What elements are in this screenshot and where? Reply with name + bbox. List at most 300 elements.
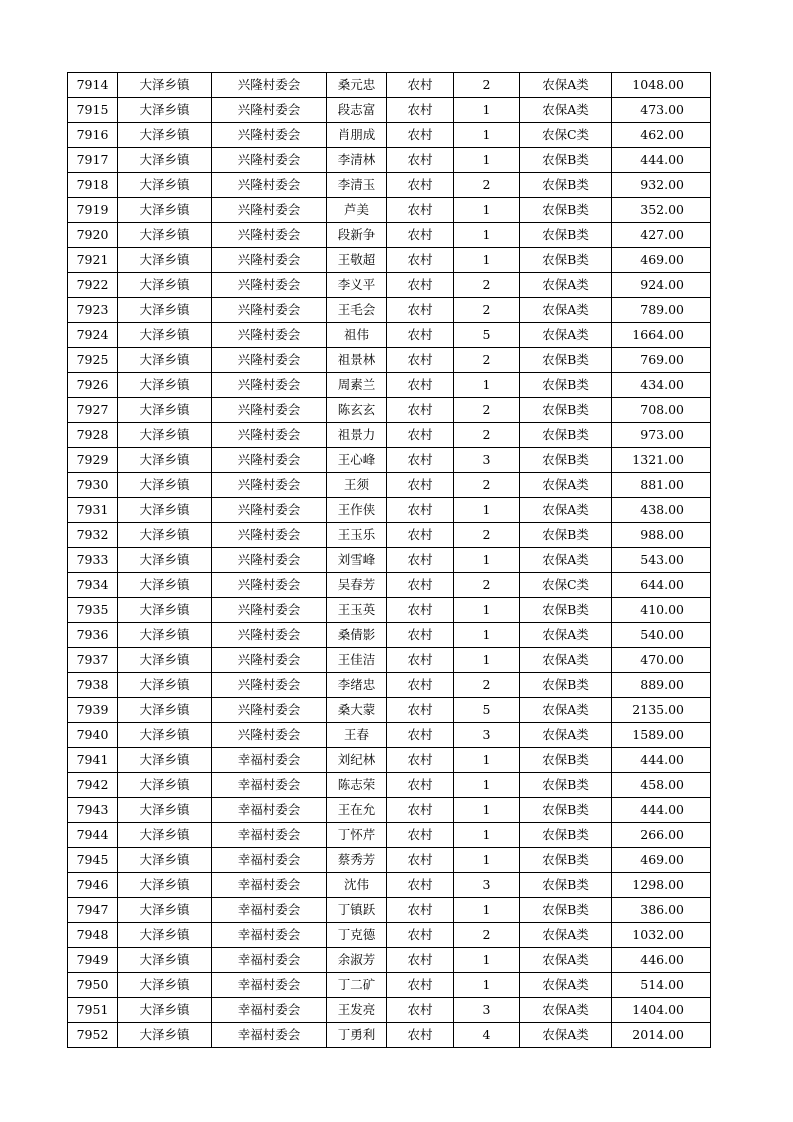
village-cell: 兴隆村委会 xyxy=(212,648,327,673)
name-cell: 王心峰 xyxy=(327,448,387,473)
amount-cell: 352.00 xyxy=(612,198,711,223)
township-cell: 大泽乡镇 xyxy=(118,823,212,848)
township-cell: 大泽乡镇 xyxy=(118,948,212,973)
serial-cell: 7925 xyxy=(68,348,118,373)
member-count-cell: 1 xyxy=(454,798,520,823)
member-count-cell: 1 xyxy=(454,373,520,398)
amount-cell: 514.00 xyxy=(612,973,711,998)
serial-cell: 7920 xyxy=(68,223,118,248)
table-row xyxy=(68,198,711,223)
serial-cell: 7948 xyxy=(68,923,118,948)
township-cell: 大泽乡镇 xyxy=(118,123,212,148)
serial-cell: 7932 xyxy=(68,523,118,548)
insurance-category-cell: 农保B类 xyxy=(520,223,612,248)
insurance-category-cell: 农保B类 xyxy=(520,373,612,398)
serial-cell: 7950 xyxy=(68,973,118,998)
household-type-cell: 农村 xyxy=(387,773,454,798)
amount-cell: 644.00 xyxy=(612,573,711,598)
household-type-cell: 农村 xyxy=(387,523,454,548)
member-count-cell: 1 xyxy=(454,198,520,223)
insurance-category-cell: 农保B类 xyxy=(520,148,612,173)
member-count-cell: 1 xyxy=(454,123,520,148)
member-count-cell: 1 xyxy=(454,548,520,573)
serial-cell: 7927 xyxy=(68,398,118,423)
township-cell: 大泽乡镇 xyxy=(118,648,212,673)
household-subsidy-table xyxy=(67,72,711,1048)
amount-cell: 386.00 xyxy=(612,898,711,923)
amount-cell: 462.00 xyxy=(612,123,711,148)
serial-cell: 7917 xyxy=(68,148,118,173)
household-type-cell: 农村 xyxy=(387,898,454,923)
village-cell: 兴隆村委会 xyxy=(212,123,327,148)
table-row xyxy=(68,1023,711,1048)
member-count-cell: 1 xyxy=(454,623,520,648)
serial-cell: 7919 xyxy=(68,198,118,223)
member-count-cell: 1 xyxy=(454,823,520,848)
table-row xyxy=(68,748,711,773)
township-cell: 大泽乡镇 xyxy=(118,73,212,98)
table-row xyxy=(68,123,711,148)
township-cell: 大泽乡镇 xyxy=(118,223,212,248)
amount-cell: 932.00 xyxy=(612,173,711,198)
insurance-category-cell: 农保A类 xyxy=(520,323,612,348)
amount-cell: 543.00 xyxy=(612,548,711,573)
amount-cell: 540.00 xyxy=(612,623,711,648)
member-count-cell: 3 xyxy=(454,998,520,1023)
township-cell: 大泽乡镇 xyxy=(118,423,212,448)
household-type-cell: 农村 xyxy=(387,573,454,598)
insurance-category-cell: 农保B类 xyxy=(520,848,612,873)
household-type-cell: 农村 xyxy=(387,848,454,873)
serial-cell: 7937 xyxy=(68,648,118,673)
insurance-category-cell: 农保B类 xyxy=(520,173,612,198)
amount-cell: 458.00 xyxy=(612,773,711,798)
village-cell: 兴隆村委会 xyxy=(212,273,327,298)
name-cell: 陈玄玄 xyxy=(327,398,387,423)
amount-cell: 469.00 xyxy=(612,848,711,873)
member-count-cell: 2 xyxy=(454,573,520,598)
township-cell: 大泽乡镇 xyxy=(118,373,212,398)
village-cell: 兴隆村委会 xyxy=(212,148,327,173)
village-cell: 兴隆村委会 xyxy=(212,323,327,348)
amount-cell: 889.00 xyxy=(612,673,711,698)
table-row xyxy=(68,348,711,373)
member-count-cell: 1 xyxy=(454,848,520,873)
township-cell: 大泽乡镇 xyxy=(118,773,212,798)
member-count-cell: 2 xyxy=(454,173,520,198)
insurance-category-cell: 农保B类 xyxy=(520,523,612,548)
amount-cell: 973.00 xyxy=(612,423,711,448)
member-count-cell: 1 xyxy=(454,98,520,123)
serial-cell: 7947 xyxy=(68,898,118,923)
table-body xyxy=(68,73,711,1048)
village-cell: 兴隆村委会 xyxy=(212,473,327,498)
table-row xyxy=(68,223,711,248)
household-type-cell: 农村 xyxy=(387,723,454,748)
name-cell: 王佳洁 xyxy=(327,648,387,673)
serial-cell: 7916 xyxy=(68,123,118,148)
household-type-cell: 农村 xyxy=(387,198,454,223)
name-cell: 王毛会 xyxy=(327,298,387,323)
name-cell: 王发亮 xyxy=(327,998,387,1023)
township-cell: 大泽乡镇 xyxy=(118,998,212,1023)
amount-cell: 1032.00 xyxy=(612,923,711,948)
household-type-cell: 农村 xyxy=(387,98,454,123)
table-row xyxy=(68,873,711,898)
table-row xyxy=(68,598,711,623)
amount-cell: 769.00 xyxy=(612,348,711,373)
name-cell: 桑倩影 xyxy=(327,623,387,648)
village-cell: 兴隆村委会 xyxy=(212,423,327,448)
member-count-cell: 1 xyxy=(454,773,520,798)
table-row xyxy=(68,398,711,423)
amount-cell: 1321.00 xyxy=(612,448,711,473)
serial-cell: 7922 xyxy=(68,273,118,298)
insurance-category-cell: 农保C类 xyxy=(520,123,612,148)
village-cell: 兴隆村委会 xyxy=(212,573,327,598)
name-cell: 丁镇跃 xyxy=(327,898,387,923)
member-count-cell: 1 xyxy=(454,598,520,623)
member-count-cell: 2 xyxy=(454,423,520,448)
township-cell: 大泽乡镇 xyxy=(118,448,212,473)
serial-cell: 7942 xyxy=(68,773,118,798)
household-type-cell: 农村 xyxy=(387,498,454,523)
household-type-cell: 农村 xyxy=(387,998,454,1023)
member-count-cell: 2 xyxy=(454,398,520,423)
village-cell: 兴隆村委会 xyxy=(212,173,327,198)
table-row xyxy=(68,273,711,298)
name-cell: 祖伟 xyxy=(327,323,387,348)
insurance-category-cell: 农保B类 xyxy=(520,773,612,798)
table-row xyxy=(68,323,711,348)
serial-cell: 7951 xyxy=(68,998,118,1023)
village-cell: 兴隆村委会 xyxy=(212,548,327,573)
amount-cell: 473.00 xyxy=(612,98,711,123)
insurance-category-cell: 农保A类 xyxy=(520,723,612,748)
table-row xyxy=(68,523,711,548)
name-cell: 余淑芳 xyxy=(327,948,387,973)
amount-cell: 1298.00 xyxy=(612,873,711,898)
serial-cell: 7929 xyxy=(68,448,118,473)
name-cell: 祖景林 xyxy=(327,348,387,373)
member-count-cell: 2 xyxy=(454,298,520,323)
serial-cell: 7945 xyxy=(68,848,118,873)
name-cell: 段志富 xyxy=(327,98,387,123)
member-count-cell: 1 xyxy=(454,648,520,673)
member-count-cell: 2 xyxy=(454,673,520,698)
village-cell: 幸福村委会 xyxy=(212,848,327,873)
insurance-category-cell: 农保B类 xyxy=(520,873,612,898)
name-cell: 芦美 xyxy=(327,198,387,223)
township-cell: 大泽乡镇 xyxy=(118,898,212,923)
serial-cell: 7944 xyxy=(68,823,118,848)
amount-cell: 1589.00 xyxy=(612,723,711,748)
household-type-cell: 农村 xyxy=(387,398,454,423)
member-count-cell: 2 xyxy=(454,523,520,548)
village-cell: 幸福村委会 xyxy=(212,823,327,848)
amount-cell: 444.00 xyxy=(612,798,711,823)
insurance-category-cell: 农保A类 xyxy=(520,548,612,573)
serial-cell: 7935 xyxy=(68,598,118,623)
amount-cell: 470.00 xyxy=(612,648,711,673)
serial-cell: 7923 xyxy=(68,298,118,323)
member-count-cell: 1 xyxy=(454,948,520,973)
insurance-category-cell: 农保B类 xyxy=(520,398,612,423)
household-type-cell: 农村 xyxy=(387,173,454,198)
village-cell: 幸福村委会 xyxy=(212,923,327,948)
township-cell: 大泽乡镇 xyxy=(118,173,212,198)
serial-cell: 7934 xyxy=(68,573,118,598)
household-type-cell: 农村 xyxy=(387,473,454,498)
insurance-category-cell: 农保A类 xyxy=(520,498,612,523)
insurance-category-cell: 农保B类 xyxy=(520,798,612,823)
amount-cell: 438.00 xyxy=(612,498,711,523)
table-row xyxy=(68,973,711,998)
name-cell: 刘纪林 xyxy=(327,748,387,773)
member-count-cell: 1 xyxy=(454,498,520,523)
table-row xyxy=(68,473,711,498)
village-cell: 兴隆村委会 xyxy=(212,373,327,398)
member-count-cell: 3 xyxy=(454,448,520,473)
member-count-cell: 5 xyxy=(454,323,520,348)
table-row xyxy=(68,948,711,973)
township-cell: 大泽乡镇 xyxy=(118,973,212,998)
township-cell: 大泽乡镇 xyxy=(118,198,212,223)
table-row xyxy=(68,673,711,698)
township-cell: 大泽乡镇 xyxy=(118,298,212,323)
name-cell: 祖景力 xyxy=(327,423,387,448)
household-type-cell: 农村 xyxy=(387,948,454,973)
table-row xyxy=(68,998,711,1023)
name-cell: 王玉英 xyxy=(327,598,387,623)
amount-cell: 434.00 xyxy=(612,373,711,398)
amount-cell: 410.00 xyxy=(612,598,711,623)
village-cell: 兴隆村委会 xyxy=(212,623,327,648)
amount-cell: 924.00 xyxy=(612,273,711,298)
household-type-cell: 农村 xyxy=(387,1023,454,1048)
name-cell: 沈伟 xyxy=(327,873,387,898)
village-cell: 兴隆村委会 xyxy=(212,73,327,98)
table-row xyxy=(68,573,711,598)
township-cell: 大泽乡镇 xyxy=(118,98,212,123)
village-cell: 兴隆村委会 xyxy=(212,398,327,423)
insurance-category-cell: 农保A类 xyxy=(520,948,612,973)
table-row xyxy=(68,898,711,923)
insurance-category-cell: 农保A类 xyxy=(520,273,612,298)
household-type-cell: 农村 xyxy=(387,323,454,348)
township-cell: 大泽乡镇 xyxy=(118,398,212,423)
amount-cell: 789.00 xyxy=(612,298,711,323)
insurance-category-cell: 农保A类 xyxy=(520,298,612,323)
household-type-cell: 农村 xyxy=(387,448,454,473)
table-row xyxy=(68,823,711,848)
household-type-cell: 农村 xyxy=(387,873,454,898)
table-row xyxy=(68,548,711,573)
township-cell: 大泽乡镇 xyxy=(118,848,212,873)
member-count-cell: 4 xyxy=(454,1023,520,1048)
name-cell: 王玉乐 xyxy=(327,523,387,548)
insurance-category-cell: 农保A类 xyxy=(520,1023,612,1048)
table-row xyxy=(68,173,711,198)
village-cell: 兴隆村委会 xyxy=(212,198,327,223)
household-type-cell: 农村 xyxy=(387,823,454,848)
township-cell: 大泽乡镇 xyxy=(118,548,212,573)
table-row xyxy=(68,73,711,98)
township-cell: 大泽乡镇 xyxy=(118,498,212,523)
village-cell: 兴隆村委会 xyxy=(212,673,327,698)
amount-cell: 444.00 xyxy=(612,148,711,173)
member-count-cell: 2 xyxy=(454,348,520,373)
village-cell: 兴隆村委会 xyxy=(212,298,327,323)
serial-cell: 7949 xyxy=(68,948,118,973)
name-cell: 李绪忠 xyxy=(327,673,387,698)
table-row xyxy=(68,848,711,873)
name-cell: 李清玉 xyxy=(327,173,387,198)
township-cell: 大泽乡镇 xyxy=(118,798,212,823)
township-cell: 大泽乡镇 xyxy=(118,923,212,948)
serial-cell: 7943 xyxy=(68,798,118,823)
insurance-category-cell: 农保A类 xyxy=(520,648,612,673)
insurance-category-cell: 农保B类 xyxy=(520,198,612,223)
member-count-cell: 2 xyxy=(454,273,520,298)
amount-cell: 427.00 xyxy=(612,223,711,248)
member-count-cell: 1 xyxy=(454,748,520,773)
amount-cell: 2014.00 xyxy=(612,1023,711,1048)
name-cell: 李义平 xyxy=(327,273,387,298)
household-type-cell: 农村 xyxy=(387,623,454,648)
table-row xyxy=(68,373,711,398)
member-count-cell: 1 xyxy=(454,898,520,923)
serial-cell: 7936 xyxy=(68,623,118,648)
village-cell: 兴隆村委会 xyxy=(212,723,327,748)
township-cell: 大泽乡镇 xyxy=(118,1023,212,1048)
village-cell: 幸福村委会 xyxy=(212,998,327,1023)
member-count-cell: 5 xyxy=(454,698,520,723)
member-count-cell: 1 xyxy=(454,148,520,173)
household-type-cell: 农村 xyxy=(387,148,454,173)
name-cell: 丁二矿 xyxy=(327,973,387,998)
table-row xyxy=(68,148,711,173)
serial-cell: 7939 xyxy=(68,698,118,723)
name-cell: 丁勇利 xyxy=(327,1023,387,1048)
village-cell: 幸福村委会 xyxy=(212,1023,327,1048)
serial-cell: 7933 xyxy=(68,548,118,573)
serial-cell: 7941 xyxy=(68,748,118,773)
village-cell: 幸福村委会 xyxy=(212,973,327,998)
insurance-category-cell: 农保A类 xyxy=(520,923,612,948)
household-type-cell: 农村 xyxy=(387,648,454,673)
household-type-cell: 农村 xyxy=(387,598,454,623)
village-cell: 幸福村委会 xyxy=(212,873,327,898)
township-cell: 大泽乡镇 xyxy=(118,248,212,273)
insurance-category-cell: 农保B类 xyxy=(520,423,612,448)
household-type-cell: 农村 xyxy=(387,798,454,823)
serial-cell: 7952 xyxy=(68,1023,118,1048)
household-type-cell: 农村 xyxy=(387,548,454,573)
township-cell: 大泽乡镇 xyxy=(118,623,212,648)
insurance-category-cell: 农保A类 xyxy=(520,98,612,123)
table-row xyxy=(68,698,711,723)
member-count-cell: 2 xyxy=(454,923,520,948)
table-row xyxy=(68,648,711,673)
village-cell: 幸福村委会 xyxy=(212,898,327,923)
village-cell: 兴隆村委会 xyxy=(212,348,327,373)
table-row xyxy=(68,248,711,273)
name-cell: 肖朋成 xyxy=(327,123,387,148)
name-cell: 桑元忠 xyxy=(327,73,387,98)
name-cell: 桑大蒙 xyxy=(327,698,387,723)
table-row xyxy=(68,723,711,748)
township-cell: 大泽乡镇 xyxy=(118,598,212,623)
township-cell: 大泽乡镇 xyxy=(118,323,212,348)
insurance-category-cell: 农保B类 xyxy=(520,823,612,848)
insurance-category-cell: 农保B类 xyxy=(520,348,612,373)
insurance-category-cell: 农保A类 xyxy=(520,998,612,1023)
amount-cell: 988.00 xyxy=(612,523,711,548)
household-type-cell: 农村 xyxy=(387,273,454,298)
table-row xyxy=(68,798,711,823)
village-cell: 兴隆村委会 xyxy=(212,598,327,623)
household-type-cell: 农村 xyxy=(387,698,454,723)
name-cell: 王作侠 xyxy=(327,498,387,523)
village-cell: 兴隆村委会 xyxy=(212,498,327,523)
amount-cell: 881.00 xyxy=(612,473,711,498)
name-cell: 王春 xyxy=(327,723,387,748)
name-cell: 陈志荣 xyxy=(327,773,387,798)
insurance-category-cell: 农保A类 xyxy=(520,73,612,98)
serial-cell: 7946 xyxy=(68,873,118,898)
serial-cell: 7940 xyxy=(68,723,118,748)
name-cell: 吴春芳 xyxy=(327,573,387,598)
village-cell: 幸福村委会 xyxy=(212,773,327,798)
amount-cell: 469.00 xyxy=(612,248,711,273)
serial-cell: 7930 xyxy=(68,473,118,498)
member-count-cell: 1 xyxy=(454,248,520,273)
village-cell: 兴隆村委会 xyxy=(212,698,327,723)
village-cell: 兴隆村委会 xyxy=(212,248,327,273)
insurance-category-cell: 农保B类 xyxy=(520,748,612,773)
household-type-cell: 农村 xyxy=(387,248,454,273)
insurance-category-cell: 农保B类 xyxy=(520,248,612,273)
name-cell: 丁怀芹 xyxy=(327,823,387,848)
amount-cell: 1048.00 xyxy=(612,73,711,98)
table-row xyxy=(68,773,711,798)
insurance-category-cell: 农保B类 xyxy=(520,673,612,698)
village-cell: 幸福村委会 xyxy=(212,948,327,973)
name-cell: 蔡秀芳 xyxy=(327,848,387,873)
amount-cell: 1664.00 xyxy=(612,323,711,348)
serial-cell: 7914 xyxy=(68,73,118,98)
serial-cell: 7926 xyxy=(68,373,118,398)
serial-cell: 7931 xyxy=(68,498,118,523)
township-cell: 大泽乡镇 xyxy=(118,698,212,723)
serial-cell: 7921 xyxy=(68,248,118,273)
table-row xyxy=(68,298,711,323)
table-row xyxy=(68,423,711,448)
member-count-cell: 2 xyxy=(454,73,520,98)
member-count-cell: 3 xyxy=(454,873,520,898)
amount-cell: 708.00 xyxy=(612,398,711,423)
table-row xyxy=(68,923,711,948)
township-cell: 大泽乡镇 xyxy=(118,473,212,498)
serial-cell: 7924 xyxy=(68,323,118,348)
amount-cell: 2135.00 xyxy=(612,698,711,723)
township-cell: 大泽乡镇 xyxy=(118,523,212,548)
township-cell: 大泽乡镇 xyxy=(118,348,212,373)
insurance-category-cell: 农保B类 xyxy=(520,898,612,923)
serial-cell: 7915 xyxy=(68,98,118,123)
insurance-category-cell: 农保B类 xyxy=(520,448,612,473)
